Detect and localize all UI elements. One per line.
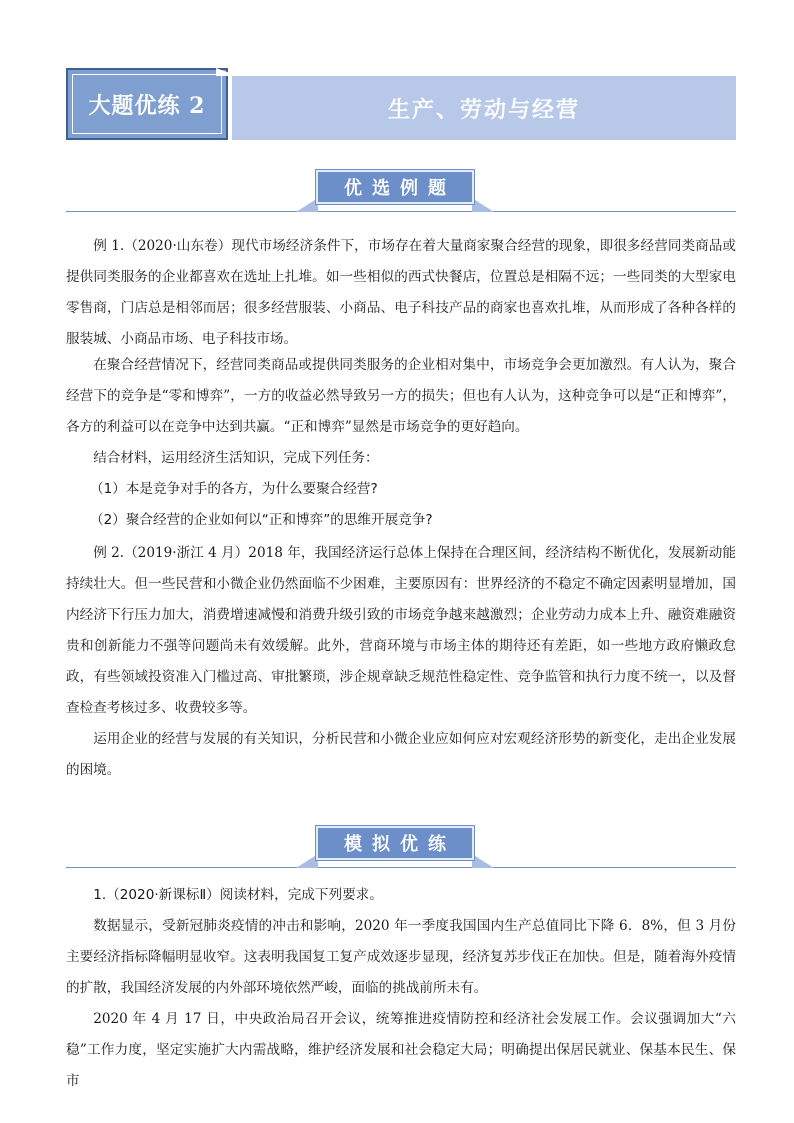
example1-question-1: （1）本是竞争对手的各方，为什么要聚合经营?: [90, 481, 378, 497]
practice1-head: 1.（2020·新课标Ⅱ）阅读材料，完成下列要求。: [93, 887, 383, 903]
example1-question-2: （2）聚合经营的企业如何以“正和博弈”的思维开展竞争?: [90, 512, 433, 528]
section-title-box: [316, 170, 474, 204]
example1-material: 在聚合经营情况下，经营同类商品或提供同类服务的企业相对集中，市场竞争会更加激烈。有人认为，聚合经营下的竞争是“零和博弈”，一方的收益必然导致另一方的损失；但也有人认为，这种竞争可以是“正和博弈”，各方的利益可以在竞争中达到共赢。“正和博弈”显然是市场竞争的更好趋向。: [66, 357, 736, 435]
example2-question: 运用企业的经营与发展的有关知识，分析民营和小微企业应如何应对宏观经济形势的新变化，走出企业发展的困境。: [66, 731, 736, 778]
section-wedge-right: [472, 854, 494, 868]
example1-task: 结合材料，运用经济生活知识，完成下列任务：: [93, 450, 379, 466]
section-header-examples: [66, 170, 736, 212]
section-title: 模拟优练: [344, 834, 456, 855]
section-wedge-left: [296, 198, 318, 212]
section-title-box: [316, 826, 474, 860]
page-title: 生产、劳动与经营: [232, 76, 736, 140]
banner-label: 大题优练 2: [72, 74, 222, 134]
section-title: 优选例题: [344, 178, 456, 199]
section-divider: [66, 211, 736, 212]
example2-stem: 例 2.（2019·浙江 4 月）2018 年，我国经济运行总体上保持在合理区间，经济结构不断优化，发展新动能持续壮大。但一些民营和小微企业仍然面临不少困难，主要原因有：世界经济的不稳定不确定因素明显增加，国内经济下行压力加大，消费增速减慢和消费升级引致的市场竞争越来越激烈；企业劳动力成本上升、融资难融资贵和创新能力不强等问题尚未有效缓解。此外，营商环境与市场主体的期待还有差距，如一些地方政府懒政怠政，有些领域投资准入门槛过高、审批繁琐，涉企规章缺乏规范性稳定性、竞争监管和执行力度不统一，以及督查检查考核过多、收费较多等。: [66, 545, 736, 716]
section-wedge-left: [296, 854, 318, 868]
example1-stem: 例 1.（2020·山东卷）现代市场经济条件下，市场存在着大量商家聚合经营的现象，即很多经营同类商品或提供同类服务的企业都喜欢在选址上扎堆。如一些相似的西式快餐店，位置总是相隔不远；一些同类的大型家电零售商，门店总是相邻而居；很多经营服装、小商品、电子科技产品的商家也喜欢扎堆，从而形成了各种各样的服装城、小商品市场、电子科技市场。: [66, 238, 736, 347]
section-divider: [66, 867, 736, 868]
title-banner: [66, 68, 736, 140]
section-header-practice: [66, 826, 736, 868]
practice1-material-1: 数据显示，受新冠肺炎疫情的冲击和影响，2020 年一季度我国国内生产总值同比下降 6．8%，但 3 月份主要经济指标降幅明显收窄。这表明我国复工复产成效逐步显现，经济复苏步伐正在加快。但是，随着海外疫情的扩散，我国经济发展的内外部环境依然严峻，面临的挑战前所未有。: [66, 918, 736, 996]
banner-notch: [216, 68, 238, 76]
banner-label-box: [66, 68, 228, 140]
section-wedge-right: [472, 198, 494, 212]
practice1-material-2: 2020 年 4 月 17 日，中央政治局召开会议，统筹推进疫情防控和经济社会发展工作。会议强调加大“六稳”工作力度，坚定实施扩大内需战略，维护经济发展和社会稳定大局；明确提出保居民就业、保基本民生、保市: [66, 1011, 736, 1089]
